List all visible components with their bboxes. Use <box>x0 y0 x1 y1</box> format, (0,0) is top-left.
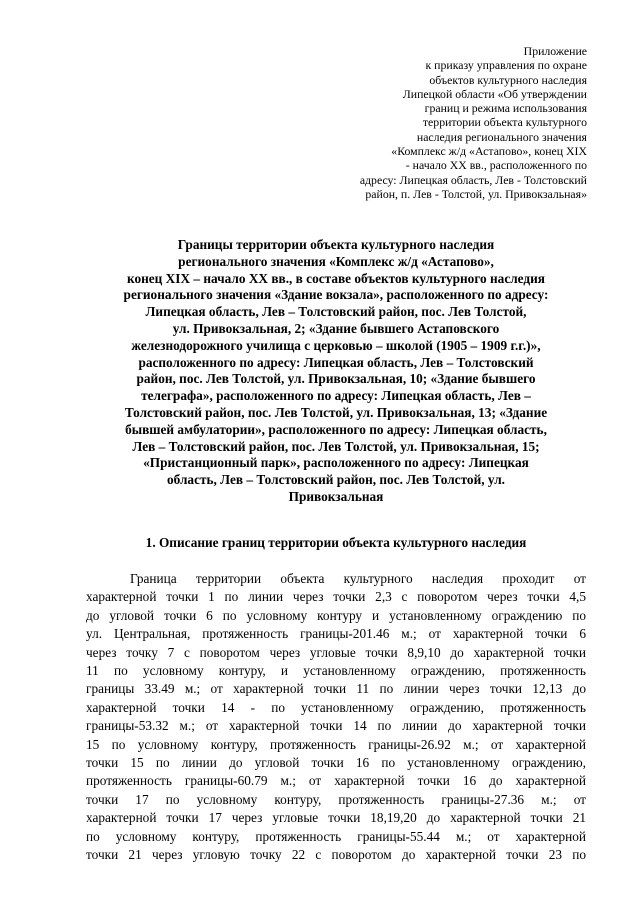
body-line: по условному контуру, протяженность границы-55.44 м.; от характерной <box>86 828 586 844</box>
body-paragraph <box>86 570 586 865</box>
title-line: бывшей амбулатории», расположенного по адресу: Липецкая область, <box>125 421 547 437</box>
body-line: ул. Центральная, протяженность границы-201.46 м.; от характерной точки 6 <box>86 626 586 642</box>
body-line: точки 21 через угловую точку 22 с поворотом до характерной точки 23 по <box>86 847 586 863</box>
title-line: конец XIX – начало XX вв., в составе объектов культурного наследия <box>126 270 545 286</box>
body-line: Граница территории объекта культурного наследия проходит от <box>130 571 586 586</box>
body-line: точки 15 по линии до угловой точки 16 по установленному ограждению, <box>86 755 586 771</box>
appendix-line: район, п. Лев - Толстой, ул. Привокзальная» <box>365 186 587 201</box>
title-line: регионального значения «Комплекс ж/д «Астапово», <box>178 253 494 269</box>
appendix-line: «Комплекс ж/д «Астапово», конец XIX <box>391 144 587 159</box>
title-line: Границы территории объекта культурного наследия <box>177 237 495 252</box>
appendix-line: адресу: Липецкая область, Лев - Толстовский <box>359 172 587 187</box>
body-line: границы-53.32 м.; от характерной точки 14 по линии до характерной точки <box>86 718 586 734</box>
appendix-line: к приказу управления по охране <box>425 58 587 73</box>
body-line: границы 33.49 м.; от характерной точки 11 по линии через точки 12,13 до <box>86 681 586 697</box>
title-line: Толстовский район, пос. Лев Толстой, ул. Привокзальная, 13; «Здание <box>124 404 548 420</box>
title-line: расположенного по адресу: Липецкая область, Лев – Толстовский <box>138 354 534 370</box>
body-line: до угловой точки 6 по условному контуру и установленному ограждению по <box>86 607 586 623</box>
section-heading: 1. Описание границ территории объекта культурного наследия <box>145 535 527 550</box>
title-line: железнодорожного училища с церковью – школой (1905 – 1909 г.г.)», <box>131 337 541 353</box>
body-line: характерной точки 14 - по установленному ограждению, протяженность <box>86 699 586 715</box>
title-line: Липецкая область, Лев – Толстовский район, пос. Лев Толстой, <box>145 304 527 320</box>
appendix-line: Приложение <box>523 44 587 58</box>
appendix-line: территории объекта культурного <box>422 115 587 130</box>
body-line: 15 по условному контуру, протяженность границы-26.92 м.; от характерной <box>86 736 586 752</box>
body-line: 11 по условному контуру, и установленному ограждению, протяженность <box>86 663 586 679</box>
title-line: Привокзальная <box>288 488 384 504</box>
appendix-line: объектов культурного наследия <box>429 72 587 87</box>
title-line: область, Лев – Толстовский район, пос. Лев Толстой, ул. <box>167 472 505 488</box>
appendix-line: границ и режима использования <box>424 101 587 116</box>
body-line: протяженность границы-60.79 м.; от характерной точки 16 до характерной <box>86 773 586 789</box>
body-line: характерной точки 1 по линии через точки 2,3 с поворотом через точки 4,5 <box>86 589 586 605</box>
appendix-line: Липецкой области «Об утверждении <box>402 86 587 101</box>
body-line: характерной точки 17 через угловые точки 18,19,20 до характерной точки 21 <box>86 810 586 826</box>
body-line: точки 17 по условному контуру, протяженность границы-27.36 м.; от <box>86 791 586 807</box>
title-line: ул. Привокзальная, 2; «Здание бывшего Астаповского <box>172 320 500 336</box>
title-line: район, пос. Лев Толстой, ул. Привокзальная, 10; «Здание бывшего <box>136 371 536 387</box>
body-line: через точку 7 с поворотом через угловые точки 8,9,10 до характерной точки <box>86 644 586 660</box>
appendix-header <box>257 44 587 201</box>
title-line: телеграфа», расположенного по адресу: Липецкая область, Лев – <box>141 388 531 404</box>
appendix-line: наследия регионального значения <box>416 129 587 144</box>
document-title <box>86 237 586 506</box>
title-line: регионального значения «Здание вокзала», расположенного по адресу: <box>123 287 549 303</box>
title-line: «Пристанционный парк», расположенного по адресу: Липецкая <box>143 455 529 471</box>
title-line: Лев – Толстовский район, пос. Лев Толстой, ул. Привокзальная, 15; <box>132 438 540 454</box>
appendix-line: - начало XX вв., расположенного по <box>405 158 587 173</box>
